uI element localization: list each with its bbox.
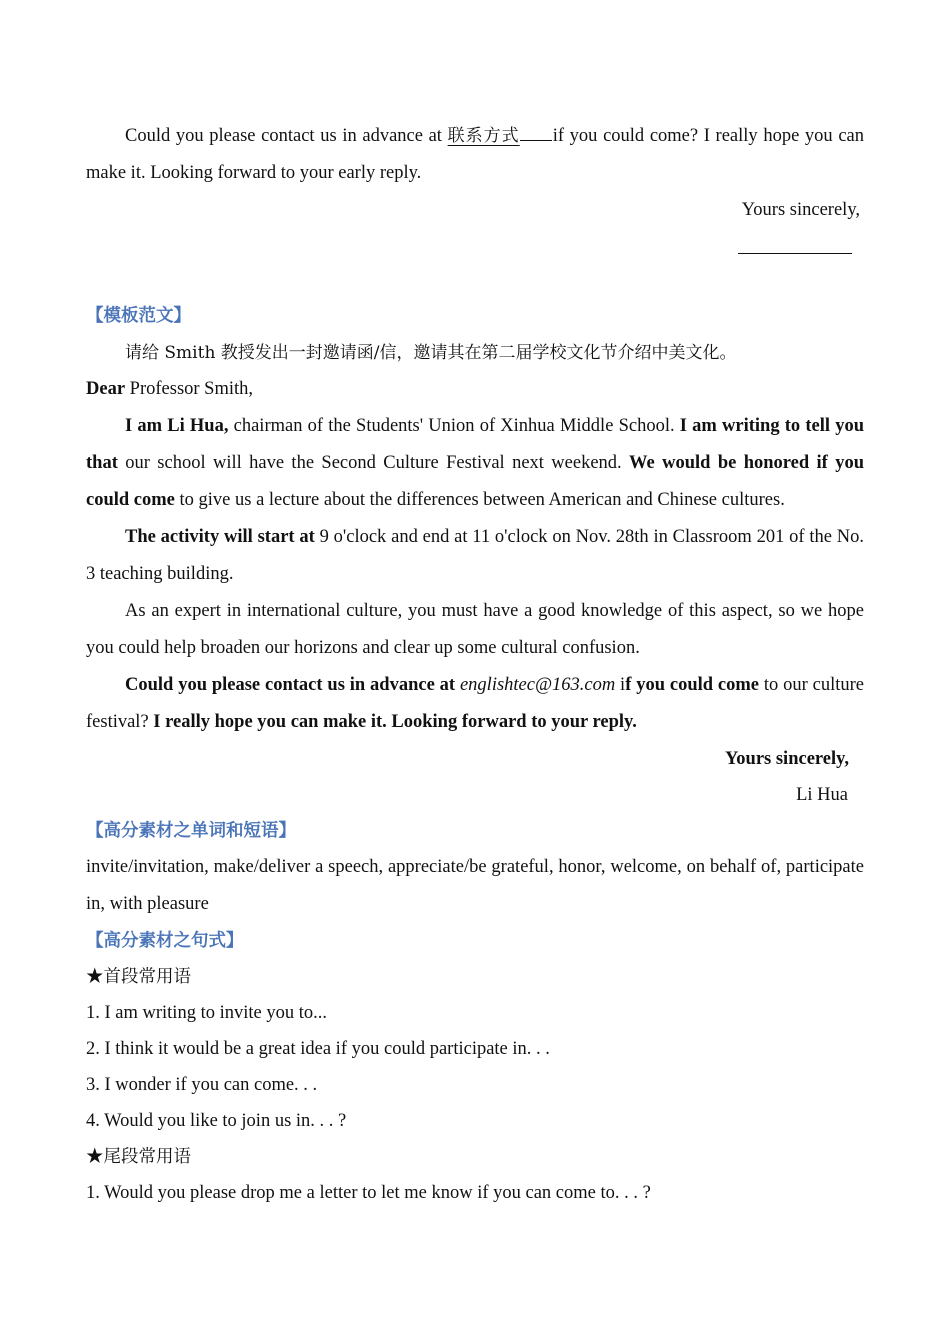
letter-paragraph-3 xyxy=(86,593,864,667)
sentences-section-title: 【高分素材之句式】 xyxy=(86,931,244,951)
opening-item: 2. I think it would be a great idea if you could participate in. . . xyxy=(86,1039,550,1059)
letter-paragraph-2 xyxy=(86,519,864,593)
p1-bold-2: I am writing to tell you that xyxy=(86,416,864,473)
p4-text-1: i xyxy=(615,675,626,695)
opening-item: 4. Would you like to join us in. . . ? xyxy=(86,1111,347,1131)
p2-text-1: 9 o'clock and end at 11 o'clock on Nov. 28th in Classroom 201 of the No. 3 teaching building. xyxy=(86,527,864,584)
letter-paragraph-1 xyxy=(86,408,864,519)
contact-email: englishtec@163.com xyxy=(459,675,616,695)
opening-item: 1. I am writing to invite you to... xyxy=(86,1003,327,1023)
salutation-dear: Dear xyxy=(86,379,126,399)
signature-blank-row xyxy=(86,229,864,266)
p4-bold-3: I really hope you can make it. Looking forward to your reply. xyxy=(153,712,637,732)
top-letter-closing-paragraph xyxy=(86,118,864,192)
vocab-list xyxy=(86,849,864,923)
vocab-section-title: 【高分素材之单词和短语】 xyxy=(86,821,296,841)
template-prompt xyxy=(86,335,864,371)
p4-bold-1: Could you please contact us in advance at xyxy=(125,675,456,695)
letter-closing xyxy=(86,741,864,777)
p1-text-2: our school will have the Second Culture Festival next weekend. xyxy=(117,453,630,473)
signature-blank-line xyxy=(738,229,852,254)
letter-salutation xyxy=(86,371,864,408)
top-letter-yours xyxy=(86,192,864,229)
contact-blank: 联系方式 xyxy=(447,126,520,146)
p2-bold-1: The activity will start at xyxy=(125,527,315,547)
p4-bold-2: f you could come xyxy=(625,675,760,695)
template-prompt-text: 请给 Smith 教授发出一封邀请函/信，邀请其在第二届学校文化节介绍中美文化。 xyxy=(125,343,737,363)
contact-blank-line xyxy=(520,139,552,141)
p1-bold-1: I am Li Hua, xyxy=(125,416,229,436)
letter-paragraph-4 xyxy=(86,667,864,741)
p3-text: As an expert in international culture, you must have a good knowledge of this aspect, so we hope you could help broaden our horizons and clear up some cultural confusion. xyxy=(86,601,864,658)
closing-item: 1. Would you please drop me a letter to let me know if you can come to. . . ? xyxy=(86,1183,651,1203)
opening-heading-text: ★首段常用语 xyxy=(86,967,191,987)
letter-signature xyxy=(86,777,864,813)
closing-phrases-heading xyxy=(86,1139,864,1175)
p1-text-3: to give us a lecture about the differences between American and Chinese cultures. xyxy=(174,490,785,510)
p1-text-1: chairman of the Students' Union of Xinhua Middle School. xyxy=(228,416,680,436)
signature-name: Li Hua xyxy=(796,785,848,805)
vocab-text: invite/invitation, make/deliver a speech, appreciate/be grateful, honor, welcome, on behalf of, participate in, with pleasure xyxy=(86,857,864,914)
p1-bold-3: We would be honored if you could come xyxy=(86,453,864,510)
closing-text-end: if you could come? I really hope you can make it. Looking forward to your early reply. xyxy=(86,126,865,183)
opening-item: 3. I wonder if you can come. . . xyxy=(86,1075,318,1095)
closing-text-start: Could you please contact us in advance at xyxy=(125,126,448,146)
document-page xyxy=(86,0,864,1211)
closing-heading-text: ★尾段常用语 xyxy=(86,1147,191,1167)
template-section-title: 【模板范文】 xyxy=(86,306,191,326)
p4-text-2: to our culture festival? xyxy=(86,675,865,732)
salutation-name: Professor Smith, xyxy=(125,379,254,399)
opening-phrases-heading xyxy=(86,959,864,995)
closing-yours-sincerely: Yours sincerely, xyxy=(724,749,849,769)
yours-sincerely-text: Yours sincerely, xyxy=(741,200,860,220)
